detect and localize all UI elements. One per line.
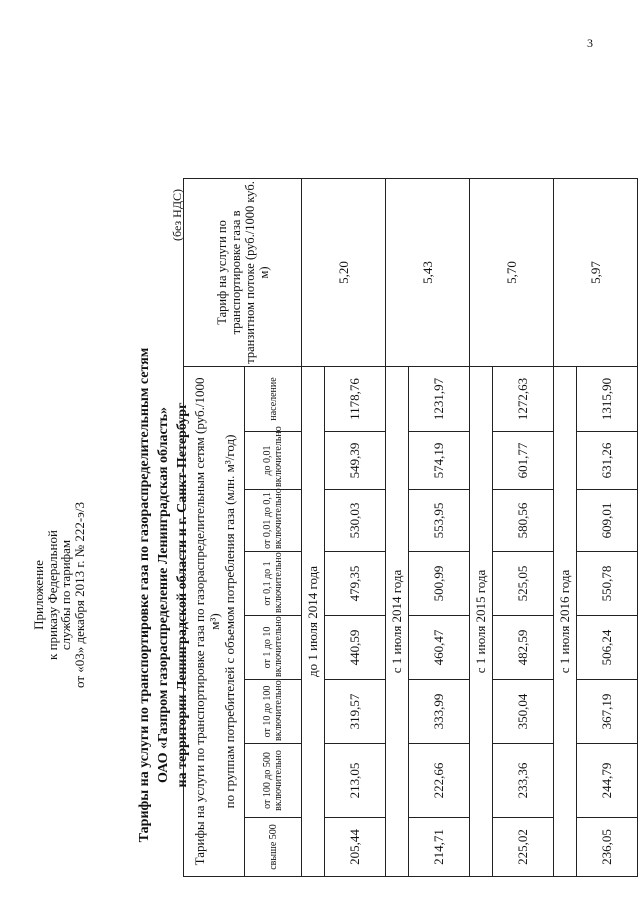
- tariff-cell: 1178,76: [325, 366, 386, 431]
- appendix-line: к приказу Федеральной: [44, 530, 60, 660]
- column-header: от 10 до 100 включительно: [245, 680, 302, 744]
- tariff-cell: 236,05: [577, 818, 638, 877]
- period-label: с 1 июля 2015 года: [470, 366, 493, 876]
- page-number: 3: [587, 36, 593, 50]
- tariff-cell: 500,99: [409, 552, 470, 616]
- tariff-cell: 222,66: [409, 744, 470, 818]
- column-header: от 0,01 до 0,1 включительно: [245, 490, 302, 552]
- tariff-cell: 460,47: [409, 616, 470, 680]
- column-header: до 0,01 включительно: [245, 432, 302, 490]
- tariff-cell: 580,56: [493, 490, 554, 552]
- tariff-cell: 233,36: [493, 744, 554, 818]
- transit-value: 5,43: [386, 178, 470, 366]
- transit-value: 5,20: [302, 178, 386, 366]
- tariff-cell: 440,59: [325, 616, 386, 680]
- tariff-cell: 367,19: [577, 680, 638, 744]
- tariff-cell: 319,57: [325, 680, 386, 744]
- tariff-cell: 550,78: [577, 552, 638, 616]
- transit-header: Тариф на услуги по транспортировке газа в транзитном потоке (руб./1000 куб. м): [184, 178, 302, 366]
- tariff-cell: 333,99: [409, 680, 470, 744]
- tariff-cell: 1231,97: [409, 366, 470, 431]
- title-line: ОАО «Газпром газораспределение Ленинградская область»: [156, 406, 171, 784]
- tariff-cell: 530,03: [325, 490, 386, 552]
- tariff-cell: 1272,63: [493, 366, 554, 431]
- tariff-cell: 214,71: [409, 818, 470, 877]
- appendix-line: Приложение: [31, 560, 46, 630]
- column-header: от 0,1 до 1 включительно: [245, 552, 302, 616]
- column-header: свыше 500: [245, 818, 302, 877]
- tariff-cell: 609,01: [577, 490, 638, 552]
- tariff-cell: 205,44: [325, 818, 386, 877]
- column-header: от 1 до 10 включительно: [245, 616, 302, 680]
- column-header: население: [245, 366, 302, 431]
- period-label: с 1 июля 2014 года: [386, 366, 409, 876]
- vat-note: (без НДС): [170, 188, 184, 241]
- tariff-cell: 601,77: [493, 432, 554, 490]
- tariff-cell: 479,35: [325, 552, 386, 616]
- appendix-line: от «03» декабря 2013 г. № 222-э/3: [71, 502, 87, 688]
- column-header: от 100 до 500 включительно: [245, 744, 302, 818]
- title-line: Тарифы на услуги по транспортировке газа по газораспределительным сетям: [137, 347, 152, 843]
- tariff-cell: 553,95: [409, 490, 470, 552]
- tariff-cell: 525,05: [493, 552, 554, 616]
- period-label: до 1 июля 2014 года: [302, 366, 325, 876]
- tariff-table: [183, 178, 638, 877]
- tariff-cell: 482,59: [493, 616, 554, 680]
- tariff-cell: 213,05: [325, 744, 386, 818]
- period-label: с 1 июля 2016 года: [554, 366, 577, 876]
- tariff-cell: 574,19: [409, 432, 470, 490]
- transit-value: 5,97: [554, 178, 638, 366]
- tariff-cell: 506,24: [577, 616, 638, 680]
- transit-value: 5,70: [470, 178, 554, 366]
- appendix-block: [32, 315, 86, 875]
- appendix-line: службы по тарифам: [58, 539, 73, 651]
- tariff-cell: 1315,90: [577, 366, 638, 431]
- tariff-cell: 225,02: [493, 818, 554, 877]
- tariff-cell: 549,39: [325, 432, 386, 490]
- table-main-header: Тарифы на услуги по транспортировке газа по газораспределительным сетям (руб./1000 м³) по группам потребителей с объемом потребления газа (млн. м³/год): [184, 366, 245, 876]
- tariff-cell: 350,04: [493, 680, 554, 744]
- tariff-cell: 631,26: [577, 432, 638, 490]
- tariff-cell: 244,79: [577, 744, 638, 818]
- title-line: на территории Ленинградской области и г. Санкт-Петербург: [175, 402, 190, 788]
